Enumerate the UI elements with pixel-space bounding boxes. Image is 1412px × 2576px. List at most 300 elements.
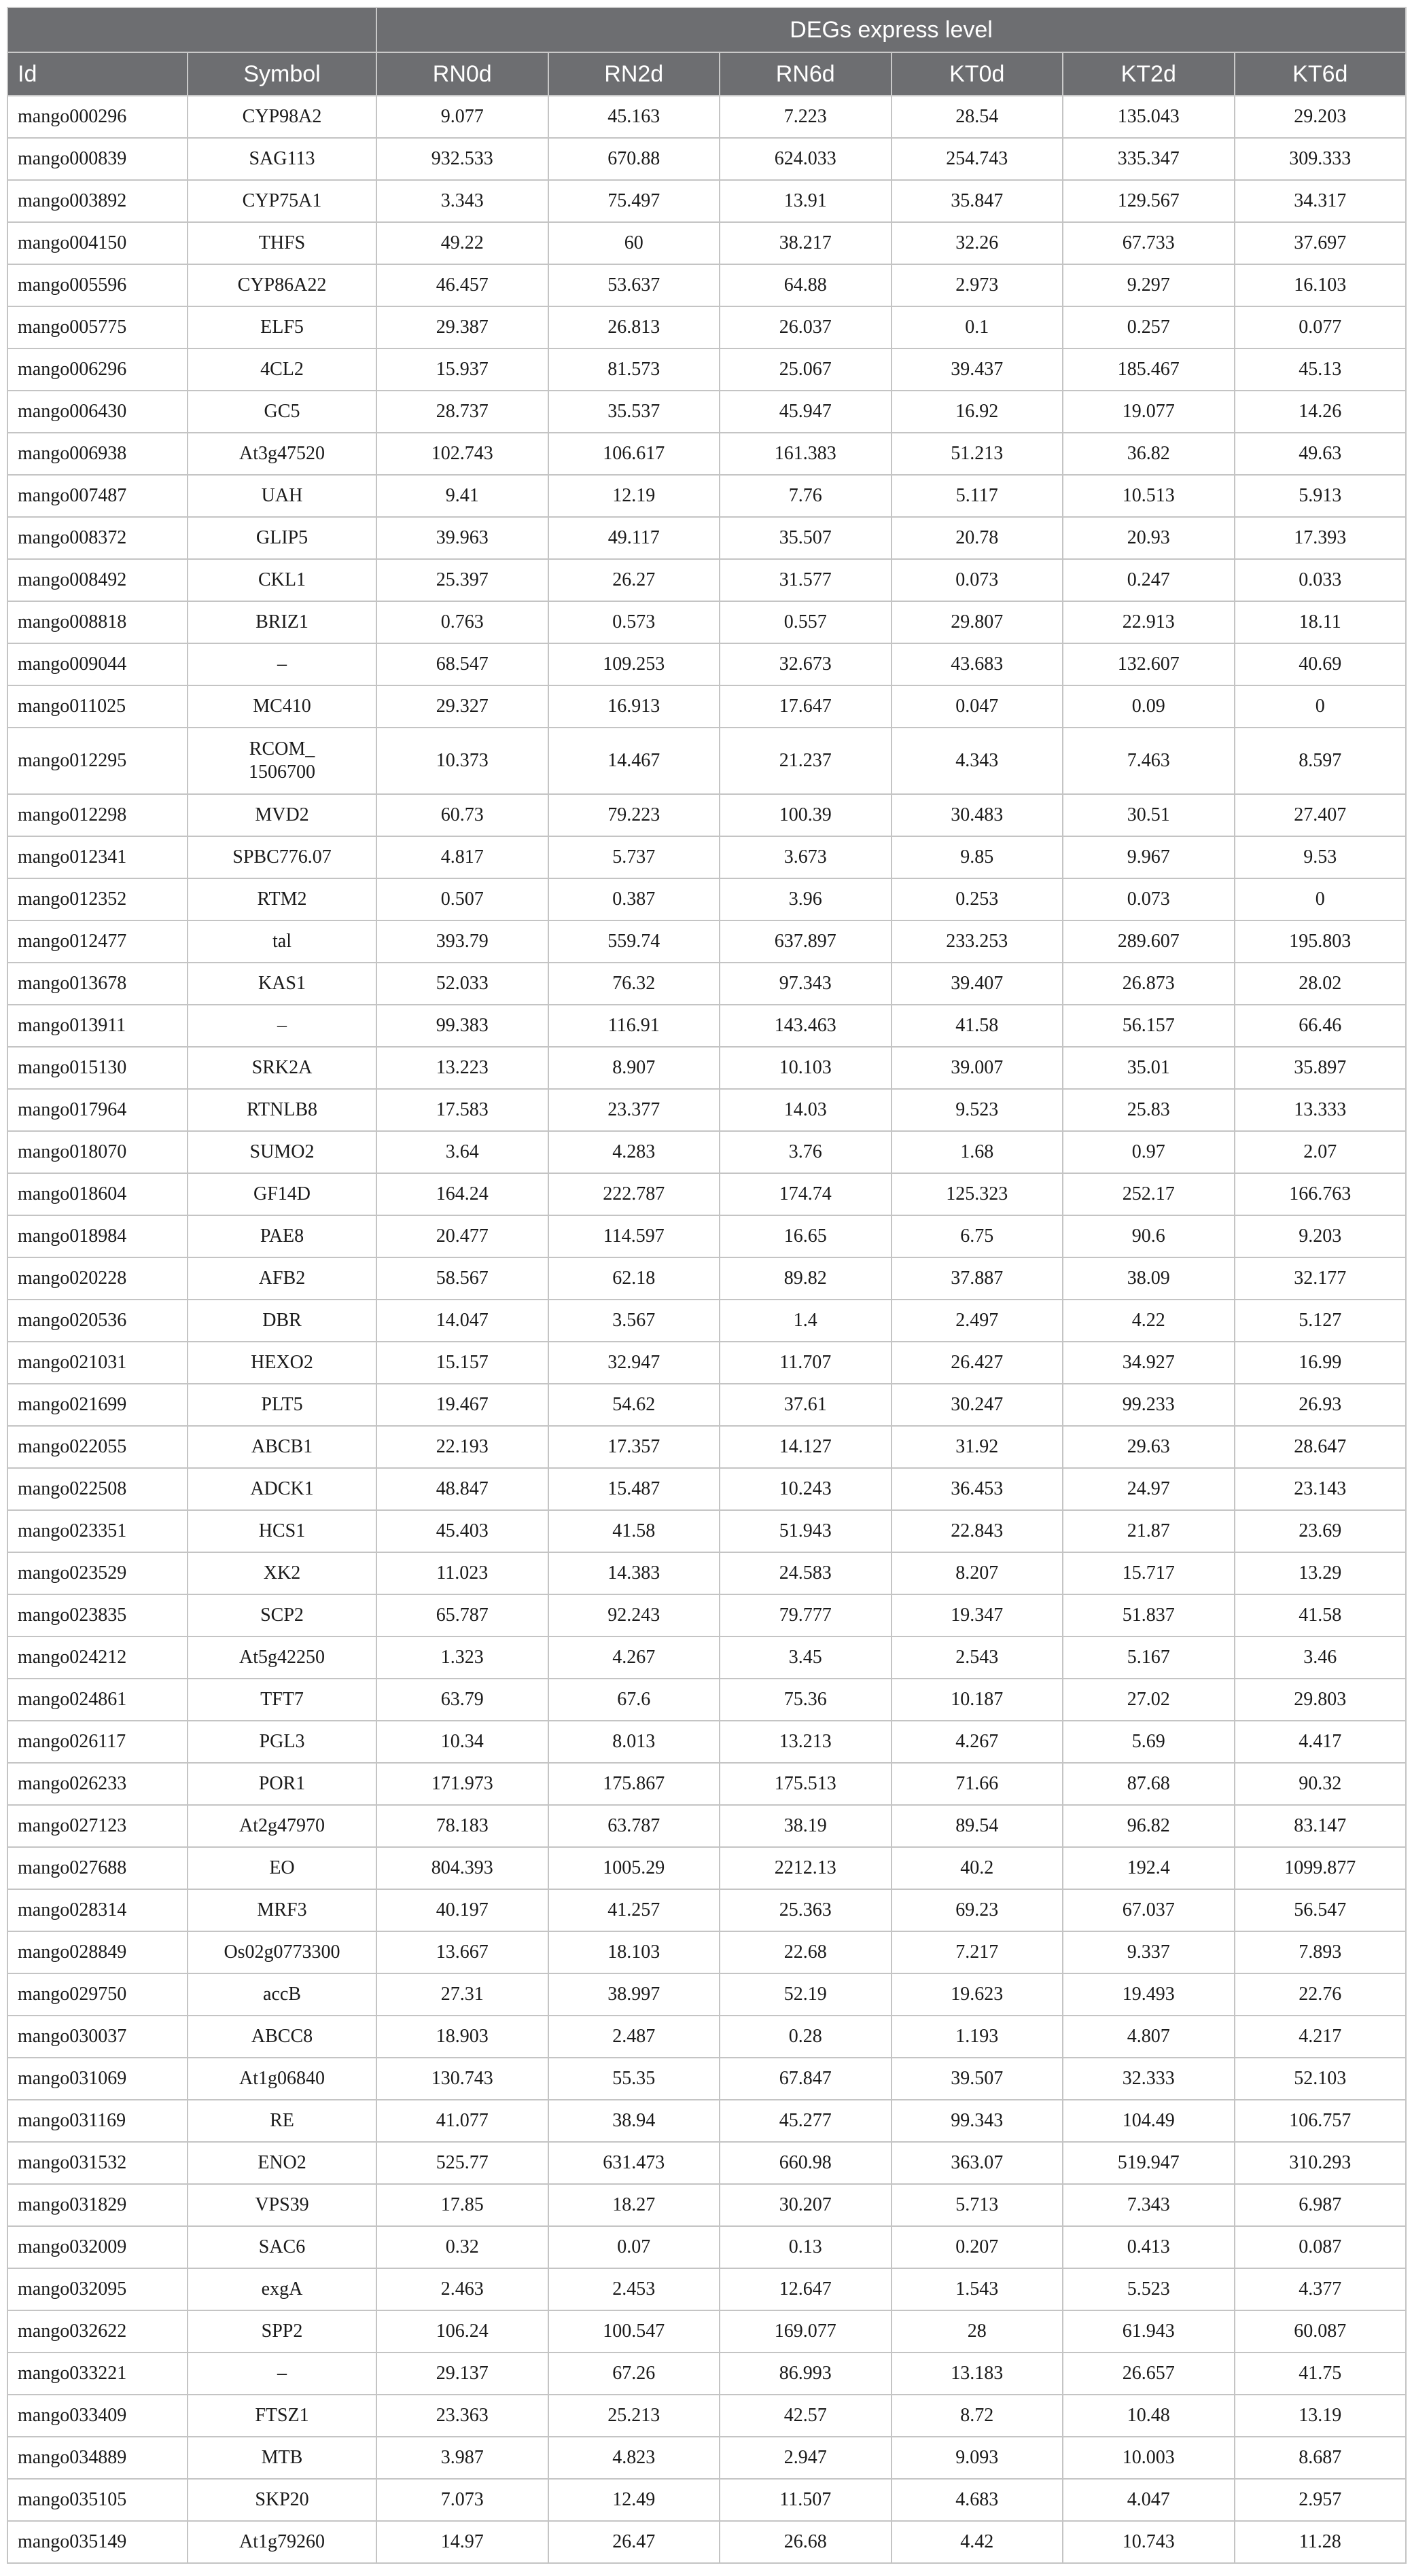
table-row	[7, 2142, 1406, 2184]
table-container	[7, 7, 1405, 2564]
table-row	[7, 1763, 1406, 1805]
cell-rn2d: 4.267	[548, 1636, 720, 1679]
cell-kt0d: 6.75	[892, 1215, 1063, 1257]
cell-rn6d: 624.033	[720, 138, 892, 180]
cell-id: mango021699	[7, 1384, 188, 1426]
cell-id: mango032622	[7, 2310, 188, 2353]
cell-kt0d: 35.847	[892, 180, 1063, 222]
column-header-rn2d: RN2d	[548, 52, 720, 96]
table-row	[7, 1679, 1406, 1721]
cell-kt6d: 13.333	[1235, 1089, 1407, 1131]
cell-rn2d: 25.213	[548, 2395, 720, 2437]
cell-id: mango022508	[7, 1468, 188, 1510]
cell-id: mango018604	[7, 1173, 188, 1215]
cell-rn6d: 3.96	[720, 878, 892, 920]
cell-kt0d: 8.72	[892, 2395, 1063, 2437]
cell-rn0d: 14.97	[376, 2521, 548, 2563]
cell-kt6d: 4.377	[1235, 2268, 1407, 2310]
cell-rn6d: 10.243	[720, 1468, 892, 1510]
cell-rn0d: 22.193	[376, 1426, 548, 1468]
cell-rn6d: 175.513	[720, 1763, 892, 1805]
cell-symbol: BRIZ1	[188, 601, 376, 643]
table-row	[7, 878, 1406, 920]
cell-rn6d: 42.57	[720, 2395, 892, 2437]
column-header-kt0d: KT0d	[892, 52, 1063, 96]
table-row	[7, 836, 1406, 878]
cell-rn0d: 2.463	[376, 2268, 548, 2310]
cell-kt2d: 10.48	[1063, 2395, 1235, 2437]
cell-kt2d: 9.297	[1063, 264, 1235, 306]
cell-id: mango033409	[7, 2395, 188, 2437]
column-header-rn6d: RN6d	[720, 52, 892, 96]
cell-id: mango020228	[7, 1257, 188, 1300]
cell-id: mango006938	[7, 433, 188, 475]
table-row	[7, 728, 1406, 794]
cell-symbol: GC5	[188, 391, 376, 433]
cell-rn2d: 12.49	[548, 2479, 720, 2521]
cell-kt6d: 16.99	[1235, 1342, 1407, 1384]
cell-rn0d: 3.987	[376, 2437, 548, 2479]
cell-rn0d: 14.047	[376, 1300, 548, 1342]
cell-rn6d: 30.207	[720, 2184, 892, 2226]
cell-rn0d: 39.963	[376, 517, 548, 559]
cell-rn2d: 15.487	[548, 1468, 720, 1510]
cell-symbol: EO	[188, 1847, 376, 1889]
cell-symbol: CYP86A22	[188, 264, 376, 306]
cell-kt6d: 195.803	[1235, 920, 1407, 963]
cell-id: mango005775	[7, 306, 188, 348]
cell-kt6d: 41.58	[1235, 1594, 1407, 1636]
cell-rn6d: 79.777	[720, 1594, 892, 1636]
table-row	[7, 794, 1406, 836]
table-row	[7, 1594, 1406, 1636]
cell-id: mango028849	[7, 1931, 188, 1973]
cell-kt2d: 61.943	[1063, 2310, 1235, 2353]
cell-rn6d: 11.707	[720, 1342, 892, 1384]
cell-kt6d: 23.143	[1235, 1468, 1407, 1510]
cell-kt2d: 21.87	[1063, 1510, 1235, 1552]
cell-rn0d: 13.667	[376, 1931, 548, 1973]
cell-symbol: THFS	[188, 222, 376, 264]
table-row	[7, 475, 1406, 517]
cell-id: mango017964	[7, 1089, 188, 1131]
table-row	[7, 920, 1406, 963]
cell-rn0d: 11.023	[376, 1552, 548, 1594]
cell-symbol: tal	[188, 920, 376, 963]
cell-kt2d: 252.17	[1063, 1173, 1235, 1215]
cell-rn2d: 38.94	[548, 2100, 720, 2142]
cell-symbol: GF14D	[188, 1173, 376, 1215]
cell-kt2d: 7.343	[1063, 2184, 1235, 2226]
cell-rn0d: 78.183	[376, 1805, 548, 1847]
table-row	[7, 963, 1406, 1005]
cell-kt0d: 13.183	[892, 2353, 1063, 2395]
cell-rn2d: 26.813	[548, 306, 720, 348]
cell-rn0d: 393.79	[376, 920, 548, 963]
cell-rn6d: 22.68	[720, 1931, 892, 1973]
cell-kt0d: 1.68	[892, 1131, 1063, 1173]
cell-rn6d: 26.037	[720, 306, 892, 348]
cell-kt2d: 4.047	[1063, 2479, 1235, 2521]
table-row	[7, 1047, 1406, 1089]
cell-rn0d: 13.223	[376, 1047, 548, 1089]
cell-rn2d: 222.787	[548, 1173, 720, 1215]
table-row	[7, 685, 1406, 728]
cell-rn2d: 18.27	[548, 2184, 720, 2226]
cell-kt0d: 5.713	[892, 2184, 1063, 2226]
cell-rn6d: 24.583	[720, 1552, 892, 1594]
cell-rn0d: 65.787	[376, 1594, 548, 1636]
cell-kt6d: 5.127	[1235, 1300, 1407, 1342]
cell-kt0d: 0.073	[892, 559, 1063, 601]
column-header-rn0d: RN0d	[376, 52, 548, 96]
cell-kt2d: 5.69	[1063, 1721, 1235, 1763]
cell-kt6d: 8.687	[1235, 2437, 1407, 2479]
cell-kt0d: 89.54	[892, 1805, 1063, 1847]
cell-rn2d: 55.35	[548, 2058, 720, 2100]
table-row	[7, 2395, 1406, 2437]
cell-kt6d: 6.987	[1235, 2184, 1407, 2226]
cell-kt6d: 49.63	[1235, 433, 1407, 475]
cell-kt6d: 310.293	[1235, 2142, 1407, 2184]
cell-kt6d: 11.28	[1235, 2521, 1407, 2563]
cell-rn2d: 0.573	[548, 601, 720, 643]
cell-kt0d: 2.543	[892, 1636, 1063, 1679]
cell-rn0d: 932.533	[376, 138, 548, 180]
cell-rn0d: 68.547	[376, 643, 548, 685]
cell-kt6d: 22.76	[1235, 1973, 1407, 2016]
cell-kt2d: 0.413	[1063, 2226, 1235, 2268]
cell-id: mango003892	[7, 180, 188, 222]
table-row	[7, 1089, 1406, 1131]
cell-rn0d: 102.743	[376, 433, 548, 475]
cell-rn2d: 4.283	[548, 1131, 720, 1173]
cell-rn0d: 46.457	[376, 264, 548, 306]
table-row	[7, 1847, 1406, 1889]
cell-kt6d: 106.757	[1235, 2100, 1407, 2142]
cell-kt2d: 90.6	[1063, 1215, 1235, 1257]
cell-symbol: MTB	[188, 2437, 376, 2479]
cell-id: mango012352	[7, 878, 188, 920]
cell-rn0d: 804.393	[376, 1847, 548, 1889]
cell-rn2d: 106.617	[548, 433, 720, 475]
cell-kt2d: 0.257	[1063, 306, 1235, 348]
cell-kt0d: 39.007	[892, 1047, 1063, 1089]
cell-id: mango023835	[7, 1594, 188, 1636]
cell-kt2d: 99.233	[1063, 1384, 1235, 1426]
table-row	[7, 1005, 1406, 1047]
cell-rn2d: 32.947	[548, 1342, 720, 1384]
cell-kt2d: 19.077	[1063, 391, 1235, 433]
cell-id: mango018070	[7, 1131, 188, 1173]
cell-rn2d: 14.467	[548, 728, 720, 794]
cell-rn2d: 114.597	[548, 1215, 720, 1257]
cell-id: mango029750	[7, 1973, 188, 2016]
cell-rn0d: 3.343	[376, 180, 548, 222]
cell-id: mango020536	[7, 1300, 188, 1342]
cell-kt6d: 90.32	[1235, 1763, 1407, 1805]
cell-rn0d: 23.363	[376, 2395, 548, 2437]
cell-kt0d: 4.343	[892, 728, 1063, 794]
cell-rn0d: 18.903	[376, 2016, 548, 2058]
cell-rn6d: 637.897	[720, 920, 892, 963]
cell-symbol: At5g42250	[188, 1636, 376, 1679]
cell-rn6d: 14.03	[720, 1089, 892, 1131]
cell-rn6d: 25.067	[720, 348, 892, 391]
cell-kt2d: 129.567	[1063, 180, 1235, 222]
cell-rn2d: 76.32	[548, 963, 720, 1005]
cell-rn6d: 52.19	[720, 1973, 892, 2016]
cell-rn2d: 3.567	[548, 1300, 720, 1342]
cell-rn2d: 5.737	[548, 836, 720, 878]
table-row	[7, 1257, 1406, 1300]
cell-id: mango033221	[7, 2353, 188, 2395]
cell-rn0d: 10.34	[376, 1721, 548, 1763]
cell-kt6d: 5.913	[1235, 475, 1407, 517]
table-row	[7, 2521, 1406, 2563]
cell-kt6d: 35.897	[1235, 1047, 1407, 1089]
cell-rn6d: 86.993	[720, 2353, 892, 2395]
cell-id: mango027123	[7, 1805, 188, 1847]
cell-kt0d: 43.683	[892, 643, 1063, 685]
cell-rn0d: 52.033	[376, 963, 548, 1005]
cell-kt0d: 1.193	[892, 2016, 1063, 2058]
cell-kt0d: 26.427	[892, 1342, 1063, 1384]
cell-kt2d: 87.68	[1063, 1763, 1235, 1805]
cell-rn0d: 20.477	[376, 1215, 548, 1257]
cell-kt6d: 1099.877	[1235, 1847, 1407, 1889]
cell-rn6d: 25.363	[720, 1889, 892, 1931]
cell-rn2d: 53.637	[548, 264, 720, 306]
cell-symbol: POR1	[188, 1763, 376, 1805]
cell-kt0d: 1.543	[892, 2268, 1063, 2310]
cell-kt6d: 32.177	[1235, 1257, 1407, 1300]
cell-rn2d: 79.223	[548, 794, 720, 836]
cell-rn2d: 63.787	[548, 1805, 720, 1847]
table-row	[7, 1342, 1406, 1384]
cell-id: mango035149	[7, 2521, 188, 2563]
cell-kt2d: 56.157	[1063, 1005, 1235, 1047]
cell-kt0d: 99.343	[892, 2100, 1063, 2142]
cell-rn6d: 17.647	[720, 685, 892, 728]
cell-rn6d: 3.673	[720, 836, 892, 878]
cell-rn6d: 51.943	[720, 1510, 892, 1552]
cell-rn2d: 2.487	[548, 2016, 720, 2058]
cell-kt0d: 0.1	[892, 306, 1063, 348]
cell-rn2d: 67.6	[548, 1679, 720, 1721]
cell-rn0d: 164.24	[376, 1173, 548, 1215]
cell-kt6d: 3.46	[1235, 1636, 1407, 1679]
table-row	[7, 1131, 1406, 1173]
cell-rn6d: 75.36	[720, 1679, 892, 1721]
cell-symbol: exgA	[188, 2268, 376, 2310]
cell-id: mango012477	[7, 920, 188, 963]
cell-symbol: ELF5	[188, 306, 376, 348]
cell-kt0d: 5.117	[892, 475, 1063, 517]
cell-kt2d: 22.913	[1063, 601, 1235, 643]
cell-kt0d: 39.507	[892, 2058, 1063, 2100]
cell-symbol: ABCB1	[188, 1426, 376, 1468]
cell-rn2d: 4.823	[548, 2437, 720, 2479]
cell-kt2d: 0.247	[1063, 559, 1235, 601]
cell-kt0d: 40.2	[892, 1847, 1063, 1889]
cell-rn0d: 63.79	[376, 1679, 548, 1721]
cell-id: mango012295	[7, 728, 188, 794]
cell-id: mango006430	[7, 391, 188, 433]
cell-id: mango006296	[7, 348, 188, 391]
cell-kt2d: 10.743	[1063, 2521, 1235, 2563]
cell-symbol: HCS1	[188, 1510, 376, 1552]
cell-kt0d: 10.187	[892, 1679, 1063, 1721]
cell-symbol: –	[188, 1005, 376, 1047]
table-row	[7, 1552, 1406, 1594]
cell-rn2d: 23.377	[548, 1089, 720, 1131]
cell-kt2d: 185.467	[1063, 348, 1235, 391]
cell-id: mango023351	[7, 1510, 188, 1552]
cell-kt6d: 52.103	[1235, 2058, 1407, 2100]
cell-kt0d: 36.453	[892, 1468, 1063, 1510]
cell-symbol: PAE8	[188, 1215, 376, 1257]
cell-kt2d: 35.01	[1063, 1047, 1235, 1089]
column-header-row	[7, 52, 1406, 96]
cell-symbol: SRK2A	[188, 1047, 376, 1089]
cell-kt2d: 36.82	[1063, 433, 1235, 475]
cell-symbol: SPBC776.07	[188, 836, 376, 878]
cell-rn2d: 75.497	[548, 180, 720, 222]
cell-kt6d: 9.203	[1235, 1215, 1407, 1257]
cell-symbol: CKL1	[188, 559, 376, 601]
cell-symbol: ABCC8	[188, 2016, 376, 2058]
table-row	[7, 1173, 1406, 1215]
table-row	[7, 2479, 1406, 2521]
cell-rn2d: 0.387	[548, 878, 720, 920]
cell-symbol: HEXO2	[188, 1342, 376, 1384]
cell-rn6d: 11.507	[720, 2479, 892, 2521]
cell-kt0d: 41.58	[892, 1005, 1063, 1047]
cell-kt2d: 10.003	[1063, 2437, 1235, 2479]
cell-kt0d: 8.207	[892, 1552, 1063, 1594]
cell-kt6d: 18.11	[1235, 601, 1407, 643]
cell-rn0d: 9.41	[376, 475, 548, 517]
cell-kt6d: 29.803	[1235, 1679, 1407, 1721]
cell-kt0d: 37.887	[892, 1257, 1063, 1300]
cell-rn0d: 106.24	[376, 2310, 548, 2353]
cell-rn6d: 64.88	[720, 264, 892, 306]
cell-id: mango008492	[7, 559, 188, 601]
cell-kt0d: 71.66	[892, 1763, 1063, 1805]
cell-symbol: PGL3	[188, 1721, 376, 1763]
cell-id: mango018984	[7, 1215, 188, 1257]
cell-kt2d: 29.63	[1063, 1426, 1235, 1468]
cell-kt6d: 13.29	[1235, 1552, 1407, 1594]
cell-id: mango013678	[7, 963, 188, 1005]
cell-kt0d: 28.54	[892, 96, 1063, 138]
cell-rn2d: 67.26	[548, 2353, 720, 2395]
cell-rn0d: 525.77	[376, 2142, 548, 2184]
table-row	[7, 2100, 1406, 2142]
cell-kt0d: 29.807	[892, 601, 1063, 643]
cell-rn2d: 12.19	[548, 475, 720, 517]
cell-rn2d: 41.58	[548, 1510, 720, 1552]
cell-rn2d: 60	[548, 222, 720, 264]
cell-kt6d: 0.087	[1235, 2226, 1407, 2268]
cell-rn0d: 0.32	[376, 2226, 548, 2268]
cell-symbol: KAS1	[188, 963, 376, 1005]
cell-id: mango000296	[7, 96, 188, 138]
table-row	[7, 306, 1406, 348]
table-row	[7, 391, 1406, 433]
cell-id: mango007487	[7, 475, 188, 517]
cell-symbol: PLT5	[188, 1384, 376, 1426]
cell-kt0d: 4.267	[892, 1721, 1063, 1763]
cell-id: mango008818	[7, 601, 188, 643]
cell-kt6d: 40.69	[1235, 643, 1407, 685]
table-row	[7, 2184, 1406, 2226]
table-row	[7, 1215, 1406, 1257]
cell-rn6d: 38.217	[720, 222, 892, 264]
cell-rn0d: 27.31	[376, 1973, 548, 2016]
cell-kt2d: 51.837	[1063, 1594, 1235, 1636]
group-header-blank	[7, 7, 376, 52]
cell-symbol: TFT7	[188, 1679, 376, 1721]
cell-id: mango032095	[7, 2268, 188, 2310]
cell-symbol: RTNLB8	[188, 1089, 376, 1131]
group-header-row	[7, 7, 1406, 52]
cell-kt0d: 2.497	[892, 1300, 1063, 1342]
cell-symbol: SAG113	[188, 138, 376, 180]
cell-rn0d: 130.743	[376, 2058, 548, 2100]
cell-id: mango026117	[7, 1721, 188, 1763]
cell-rn0d: 17.583	[376, 1089, 548, 1131]
cell-rn2d: 559.74	[548, 920, 720, 963]
table-row	[7, 1973, 1406, 2016]
cell-rn2d: 175.867	[548, 1763, 720, 1805]
cell-kt2d: 0.073	[1063, 878, 1235, 920]
cell-rn2d: 116.91	[548, 1005, 720, 1047]
cell-kt2d: 192.4	[1063, 1847, 1235, 1889]
cell-rn6d: 45.277	[720, 2100, 892, 2142]
column-header-id: Id	[7, 52, 188, 96]
cell-symbol: VPS39	[188, 2184, 376, 2226]
table-body	[7, 96, 1406, 2563]
cell-kt0d: 125.323	[892, 1173, 1063, 1215]
cell-symbol: RE	[188, 2100, 376, 2142]
cell-symbol: SAC6	[188, 2226, 376, 2268]
cell-symbol: At1g06840	[188, 2058, 376, 2100]
table-row	[7, 180, 1406, 222]
cell-symbol: AFB2	[188, 1257, 376, 1300]
cell-id: mango034889	[7, 2437, 188, 2479]
table-row	[7, 138, 1406, 180]
cell-kt6d: 8.597	[1235, 728, 1407, 794]
cell-id: mango028314	[7, 1889, 188, 1931]
cell-rn0d: 7.073	[376, 2479, 548, 2521]
cell-rn6d: 660.98	[720, 2142, 892, 2184]
cell-kt0d: 233.253	[892, 920, 1063, 963]
cell-rn6d: 10.103	[720, 1047, 892, 1089]
cell-kt0d: 363.07	[892, 2142, 1063, 2184]
cell-kt6d: 0	[1235, 878, 1407, 920]
cell-kt0d: 9.523	[892, 1089, 1063, 1131]
table-row	[7, 1636, 1406, 1679]
degs-expression-table	[7, 7, 1407, 2564]
cell-rn2d: 14.383	[548, 1552, 720, 1594]
cell-symbol: SCP2	[188, 1594, 376, 1636]
cell-kt0d: 7.217	[892, 1931, 1063, 1973]
cell-rn0d: 10.373	[376, 728, 548, 794]
cell-rn0d: 41.077	[376, 2100, 548, 2142]
cell-kt2d: 38.09	[1063, 1257, 1235, 1300]
